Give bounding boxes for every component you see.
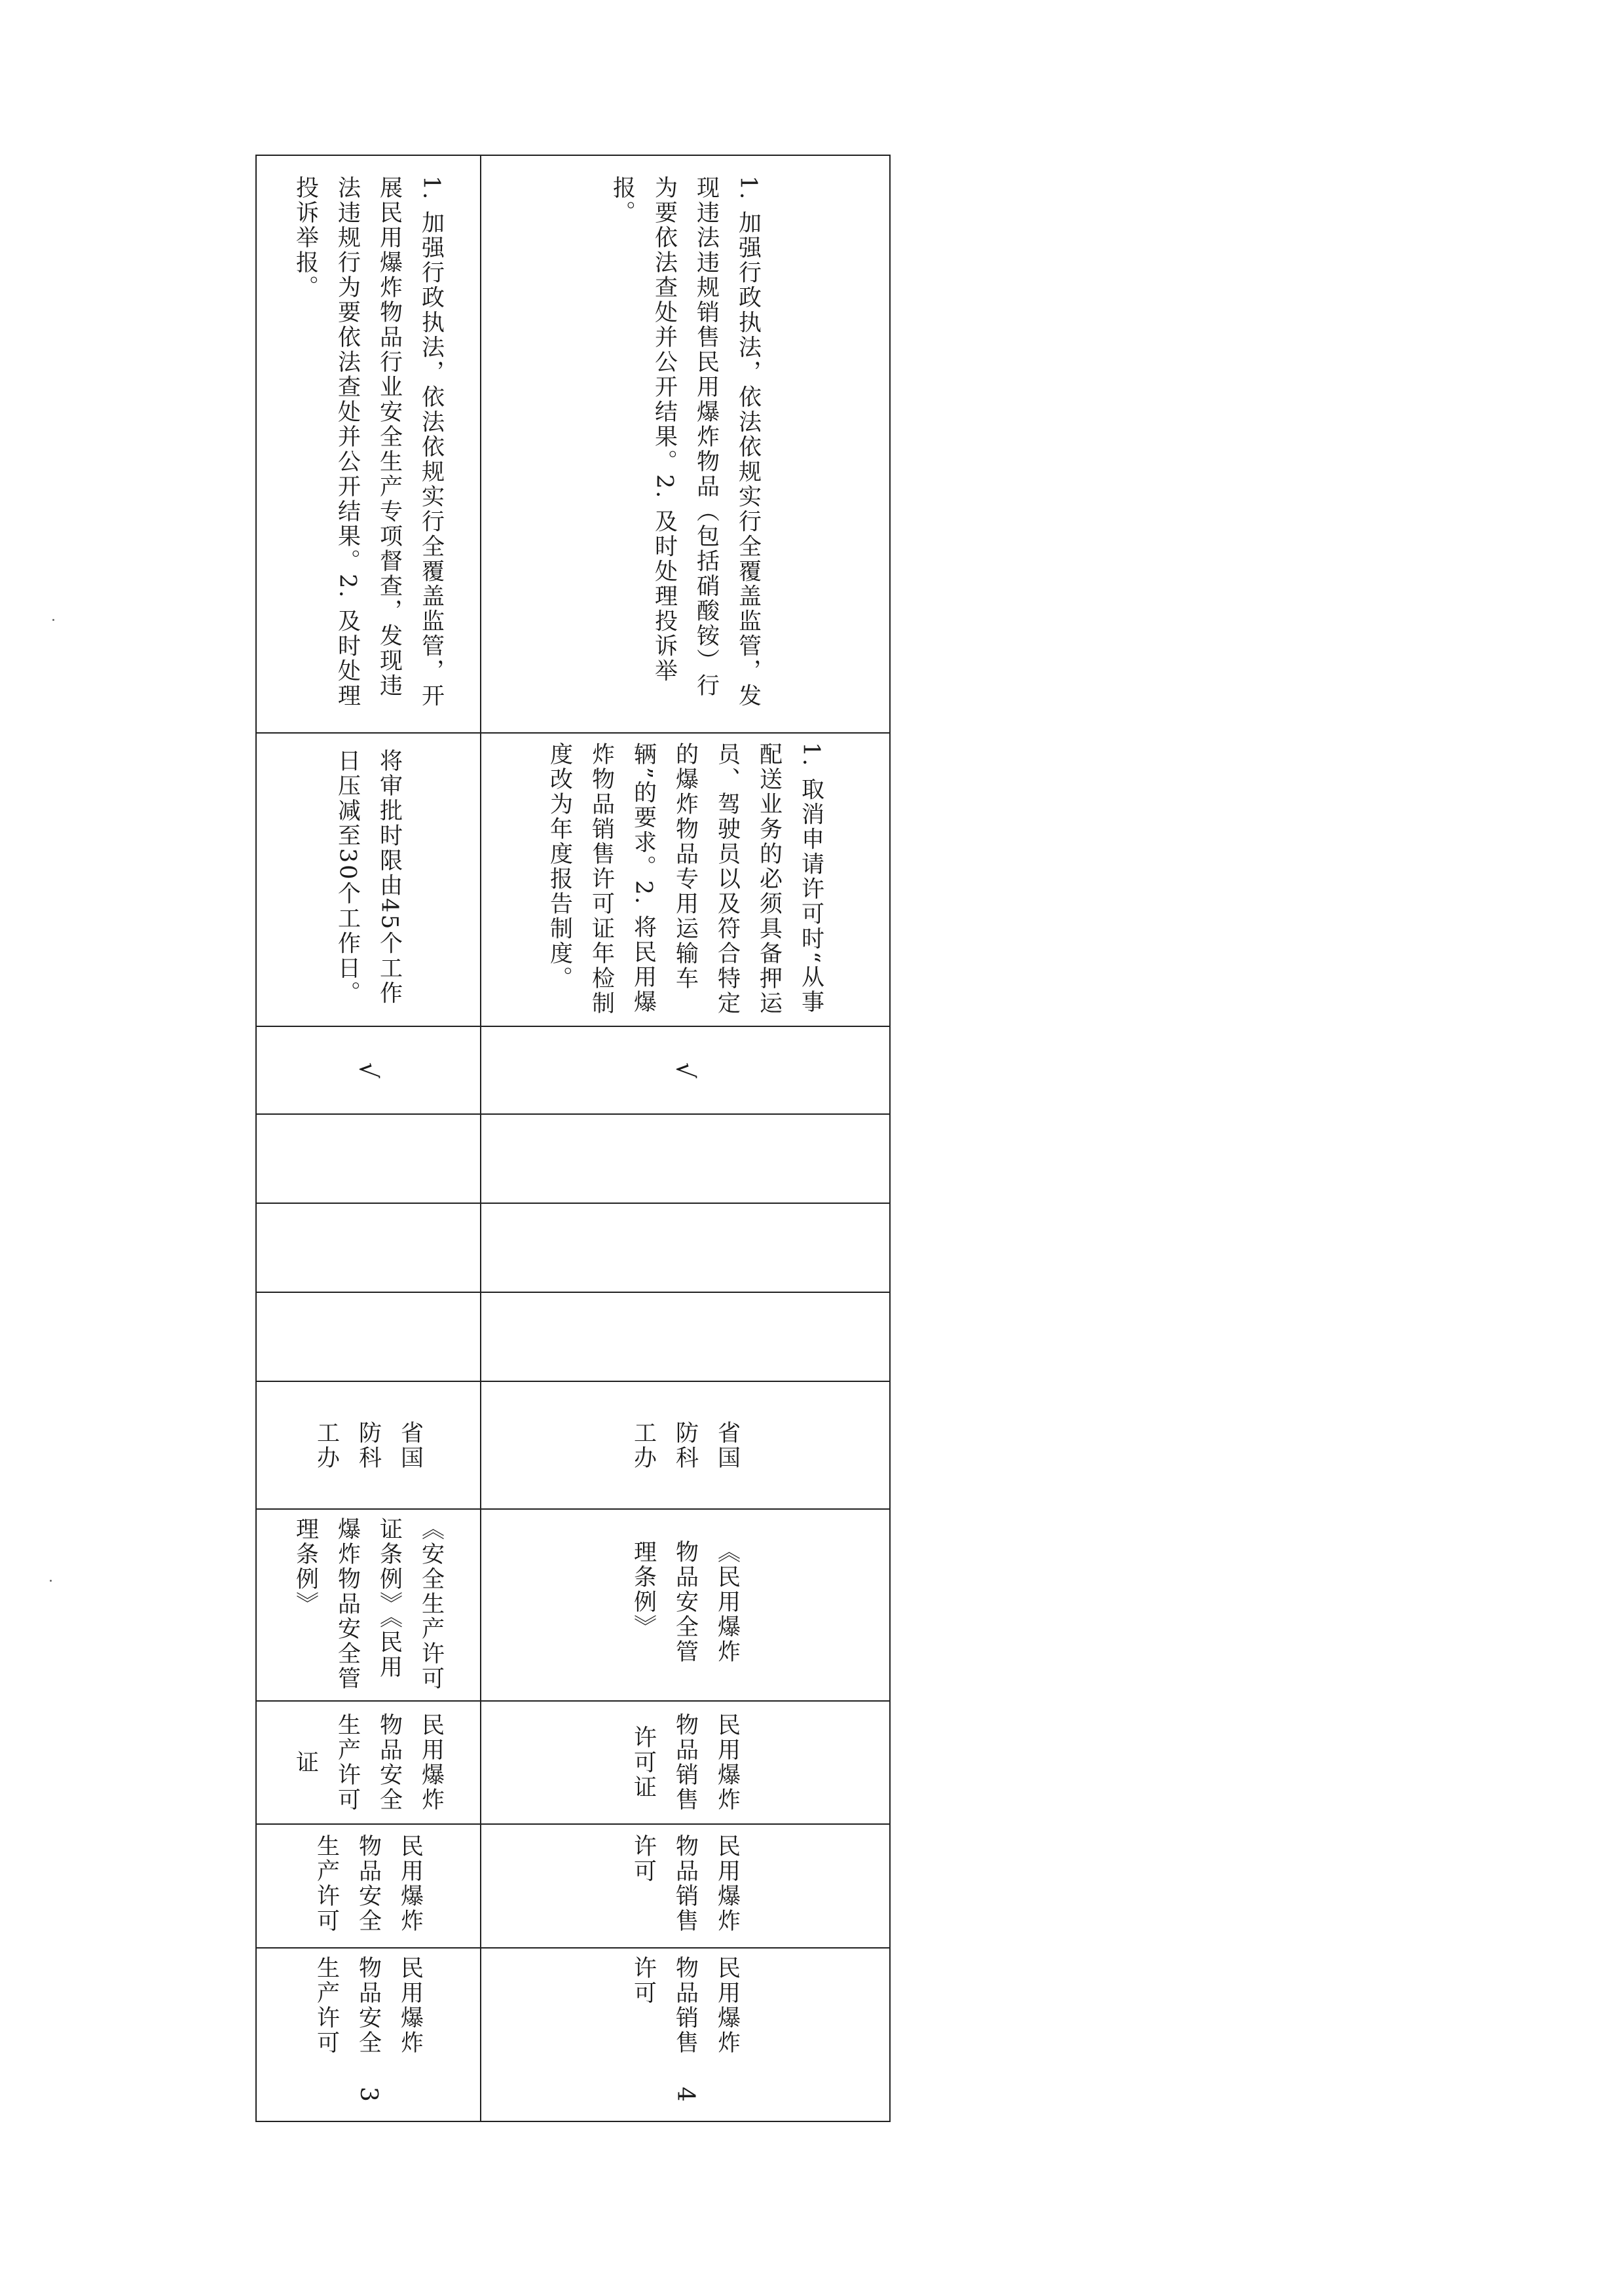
row-3-department-cell (257, 1382, 480, 1508)
row-3-empty-cell (257, 1115, 480, 1203)
row-3-sub-item-text: 民用爆炸物品安全生产许可 (313, 1833, 424, 1933)
row-3-supervision-cell (257, 156, 480, 732)
approval-items-table (255, 155, 891, 2122)
row-4-certificate-text: 民用爆炸物品销售许可证 (630, 1713, 741, 1812)
row-3-number: 3 (355, 2087, 382, 2102)
row-4-item-name-cell (481, 1949, 889, 2068)
row-4-item-name-text: 民用爆炸物品销售许可 (630, 1956, 741, 2055)
row-3-certificate-cell (257, 1702, 480, 1823)
row-3-mark-cell (257, 1027, 480, 1113)
row-4-legal-basis-cell (481, 1510, 889, 1700)
row-3-department-text: 省国防科工办 (313, 1420, 424, 1470)
row-3-number-cell (257, 2068, 480, 2121)
row-3-check-mark: √ (354, 1062, 383, 1079)
row-4-sub-item-cell (481, 1825, 889, 1947)
row-4-supervision-text: 1. 加强行政执法，依法依规实行全覆盖监管，发现违法违规销售民用爆炸物品（包括硝酸铵）行为要依法查处并公开结果。2. 及时处理投诉举报。 (609, 176, 762, 709)
row-3-legal-basis-text: 《安全生产许可证条例》《民用爆炸物品安全管理条例》 (292, 1516, 445, 1691)
row-3-empty-cell (257, 1204, 480, 1292)
scan-speck (50, 1580, 52, 1582)
table-border-right (889, 155, 891, 2122)
row-4-legal-basis-text: 《民用爆炸物品安全管理条例》 (630, 1539, 741, 1664)
row-3-measure-cell (257, 734, 480, 1026)
row-4-measure-cell (481, 734, 889, 1026)
row-4-check-mark: √ (671, 1062, 700, 1079)
row-3-item-name-text: 民用爆炸物品安全生产许可 (313, 1956, 424, 2055)
row-4-empty-cell (481, 1204, 889, 1292)
row-3-supervision-text: 1. 加强行政执法，依法依规实行全覆盖监管，开展民用爆炸物品行业安全生产专项督查，发现违法违规行为要依法查处并公开结果。2. 及时处理投诉举报。 (292, 176, 445, 709)
row-4-sub-item-text: 民用爆炸物品销售许可 (630, 1833, 741, 1933)
scan-speck (52, 619, 54, 621)
row-4-number-cell (481, 2068, 889, 2121)
row-4-mark-cell (481, 1027, 889, 1113)
row-4-number: 4 (672, 2087, 699, 2102)
row-3-measure-text: 将审批时限由45个工作日压减至30个工作日。 (334, 749, 403, 1006)
row-4-empty-cell (481, 1293, 889, 1381)
row-4-empty-cell (481, 1115, 889, 1203)
row-3-legal-basis-cell (257, 1510, 480, 1700)
row-3-item-name-cell (257, 1949, 480, 2068)
table-border-bottom (255, 2121, 891, 2122)
row-4-supervision-cell (481, 156, 889, 732)
row-4-department-cell (481, 1382, 889, 1508)
row-3-certificate-text: 民用爆炸物品安全生产许可证 (292, 1713, 445, 1812)
row-3-empty-cell (257, 1293, 480, 1381)
row-4-certificate-cell (481, 1702, 889, 1823)
row-4-department-text: 省国防科工办 (630, 1420, 741, 1470)
row-4-measure-text: 1. 取消申请许可时“从事配送业务的必须具备押运员、驾驶员以及符合特定的爆炸物品专用运输车辆”的要求。2. 将民用爆炸物品销售许可证年检制度改为年度报告制度。 (546, 742, 824, 1016)
row-3-sub-item-cell (257, 1825, 480, 1947)
